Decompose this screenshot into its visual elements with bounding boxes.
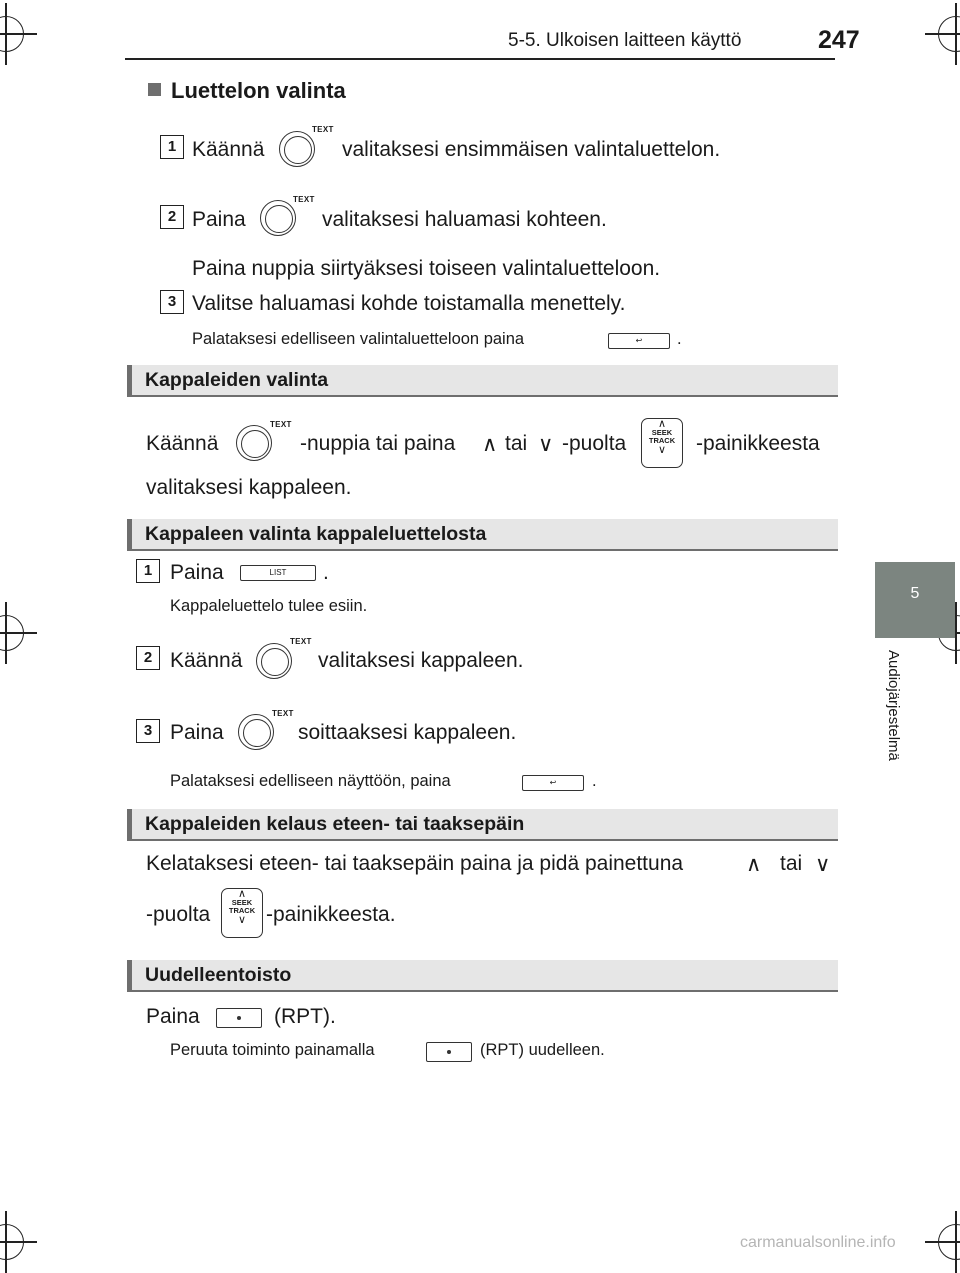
seek-track-button-icon [641, 418, 683, 468]
seek-track-label: SEEK TRACK [228, 898, 256, 915]
list-step1-note: Kappaleluettelo tulee esiin. [170, 597, 368, 615]
track-select-text-c: tai [505, 432, 528, 455]
registration-mark-mid-left-icon [0, 615, 24, 651]
list-button-icon: LIST [240, 565, 316, 581]
step-number-2: 2 [136, 646, 160, 670]
track-select-text-a: Käännä [146, 432, 219, 455]
section-heading-fast-forward: Kappaleiden kelaus eteen- tai taaksepäin [127, 809, 838, 841]
knob-label: TEXT [312, 125, 334, 134]
text-knob-icon [279, 131, 315, 167]
chapter-tab[interactable] [875, 562, 955, 638]
section-heading-track-select: Kappaleiden valinta [127, 365, 838, 397]
chapter-label: Audiojärjestelmä [885, 650, 902, 761]
seek-track-button-icon [221, 888, 263, 938]
repeat-text-a: Paina [146, 1005, 200, 1028]
step2-text-a: Paina [192, 208, 246, 231]
section-heading-repeat: Uudelleentoisto [127, 960, 838, 992]
step2-text-c: Paina nuppia siirtyäksesi toiseen valintaluetteloon. [192, 257, 661, 280]
list-step2-text-b: valitaksesi kappaleen. [318, 649, 524, 672]
text-knob-icon [238, 714, 274, 750]
step1-text-a: Käännä [192, 138, 265, 161]
down-arrow-icon: ∨ [815, 853, 831, 876]
down-arrow-icon: ∨ [538, 433, 554, 456]
subsection-title: Luettelon valinta [148, 78, 346, 104]
list-step3-note-end: . [592, 772, 597, 790]
repeat-button-icon [426, 1042, 472, 1062]
step3-note: Palataksesi edelliseen valintaluetteloon paina [192, 330, 525, 348]
list-step1-text-b: . [323, 561, 329, 584]
knob-label: TEXT [272, 709, 294, 718]
repeat-text-b: (RPT). [274, 1005, 336, 1028]
step3-note-end: . [677, 330, 682, 348]
list-step3-note: Palataksesi edelliseen näyttöön, paina [170, 772, 451, 790]
square-bullet-icon [148, 83, 161, 96]
step3-text: Valitse haluamasi kohde toistamalla menettely. [192, 292, 626, 315]
repeat-note-a: Peruuta toiminto painamalla [170, 1041, 375, 1059]
fast-text-line2-a: -puolta [146, 903, 211, 926]
fast-text-line2-b: -painikkeesta. [266, 903, 396, 926]
knob-label: TEXT [270, 420, 292, 429]
registration-mark-top-left-icon [0, 16, 24, 52]
list-step3-text-b: soittaaksesi kappaleen. [298, 721, 517, 744]
chapter-number: 5 [910, 585, 920, 602]
registration-mark-bottom-left-icon [0, 1224, 24, 1260]
knob-label: TEXT [290, 637, 312, 646]
back-button-icon: ↩ [522, 775, 584, 791]
step-number-2: 2 [160, 205, 184, 229]
text-knob-icon [260, 200, 296, 236]
track-select-text-line2: valitaksesi kappaleen. [146, 476, 352, 499]
list-step2-text-a: Käännä [170, 649, 243, 672]
seek-up-icon: ∧ [237, 888, 247, 900]
knob-label: TEXT [293, 195, 315, 204]
section-heading-track-list: Kappaleen valinta kappaleluettelosta [127, 519, 838, 551]
seek-track-label: SEEK TRACK [648, 428, 676, 445]
seek-down-icon: ∨ [237, 914, 247, 926]
seek-down-icon: ∨ [657, 444, 667, 456]
step2-text-b: valitaksesi haluamasi kohteen. [322, 208, 607, 231]
fast-text-b: tai [780, 852, 803, 875]
track-select-text-d: -puolta [562, 432, 627, 455]
up-arrow-icon: ∧ [482, 433, 498, 456]
step-number-3: 3 [136, 719, 160, 743]
seek-up-icon: ∧ [657, 418, 667, 430]
page-number: 247 [818, 26, 860, 54]
fast-text-a: Kelataksesi eteen- tai taaksepäin paina ja pidä painettuna [146, 852, 684, 875]
step-number-3: 3 [160, 290, 184, 314]
back-button-icon: ↩ [608, 333, 670, 349]
step1-text-b: valitaksesi ensimmäisen valintaluettelon. [342, 138, 721, 161]
up-arrow-icon: ∧ [746, 853, 762, 876]
track-select-text-b: -nuppia tai paina [300, 432, 456, 455]
repeat-button-icon [216, 1008, 262, 1028]
track-select-text-e: -painikkeesta [696, 432, 820, 455]
section-title: 5-5. Ulkoisen laitteen käyttö [508, 30, 742, 51]
watermark: carmanualsonline.info [740, 1234, 896, 1251]
list-step3-text-a: Paina [170, 721, 224, 744]
registration-mark-top-right-icon [938, 16, 960, 52]
text-knob-icon [256, 643, 292, 679]
registration-mark-bottom-right-icon [938, 1224, 960, 1260]
step-number-1: 1 [136, 559, 160, 583]
list-step1-text-a: Paina [170, 561, 224, 584]
repeat-note-b: (RPT) uudelleen. [480, 1041, 605, 1059]
header-rule [125, 58, 835, 60]
step-number-1: 1 [160, 135, 184, 159]
text-knob-icon [236, 425, 272, 461]
